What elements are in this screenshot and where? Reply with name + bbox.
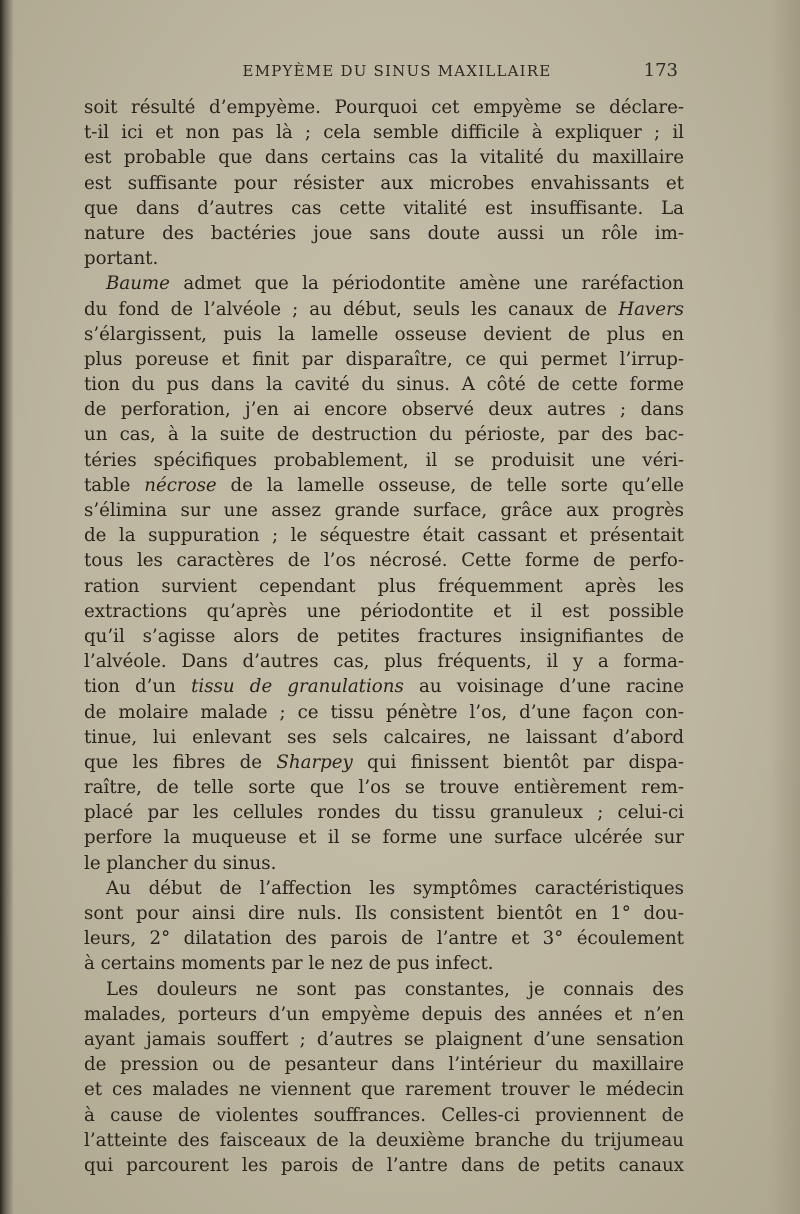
italic-term: Sharpey (276, 751, 353, 773)
text-line: à certains moments par le nez de pus infect. (84, 953, 494, 975)
text-line: soit résulté d’empyème. Pourquoi cet empyème se déclare- (84, 97, 684, 118)
text-line: de molaire malade ; ce tissu pénètre l’os, d’une façon con- (84, 701, 684, 723)
running-title: EMPYÈME DU SINUS MAXILLAIRE (242, 62, 552, 80)
text-line: que les fibres de Sharpey qui finissent bientôt par dispa- (84, 751, 684, 773)
text-line: Baume admet que la périodontite amène une raréfaction (106, 273, 684, 295)
text-line: s’élargissent, puis la lamelle osseuse devient de plus en (84, 323, 684, 345)
text-line: portant. (84, 248, 159, 270)
text-line: Au début de l’affection les symptômes caractéristiques (106, 877, 684, 899)
text-line: table nécrose de la lamelle osseuse, de telle sorte qu’elle (84, 474, 684, 496)
italic-term: Havers (618, 298, 684, 320)
text-line: le plancher du sinus. (84, 852, 277, 874)
text-line: un cas, à la suite de destruction du périoste, par des bac- (84, 424, 684, 446)
italic-term: nécrose (144, 474, 217, 496)
text-line: nature des bactéries joue sans doute aussi un rôle im- (84, 222, 684, 244)
text-line: tous les caractères de l’os nécrosé. Cette forme de perfo- (84, 550, 684, 572)
text-line: l’alvéole. Dans d’autres cas, plus fréquents, il y a forma- (84, 651, 684, 673)
text-line: leurs, 2° dilatation des parois de l’antre et 3° écoulement (84, 928, 684, 950)
page-edge-shadow (770, 0, 800, 1214)
text-line: à cause de violentes souffrances. Celles-ci proviennent de (84, 1104, 684, 1126)
body-text (84, 95, 684, 1178)
text-line: plus poreuse et finit par disparaître, ce qui permet l’irrup- (84, 348, 684, 370)
running-head (86, 60, 682, 88)
text-line: sont pour ainsi dire nuls. Ils consistent bientôt en 1° dou- (84, 903, 684, 924)
text-line: que dans d’autres cas cette vitalité est insuffisante. La (84, 197, 684, 219)
italic-term: tissu de granulations (191, 676, 404, 698)
text-line: Les douleurs ne sont pas constantes, je connais des (106, 978, 684, 1000)
text-line: l’atteinte des faisceaux de la deuxième branche du trijumeau (84, 1129, 684, 1151)
text-line: malades, porteurs d’un empyème depuis des années et n’en (84, 1003, 684, 1025)
text-line: raître, de telle sorte que l’os se trouve entièrement rem- (84, 777, 684, 799)
italic-term: Baume (106, 273, 170, 295)
text-line: placé par les cellules rondes du tissu granuleux ; celui-ci (84, 802, 684, 824)
text-line: perfore la muqueuse et il se forme une surface ulcérée sur (84, 827, 684, 849)
text-line: qui parcourent les parois de l’antre dans de petits canaux (84, 1154, 684, 1176)
text-line: ration survient cependant plus fréquemment après les (84, 575, 684, 597)
text-line: du fond de l’alvéole ; au début, seuls les canaux de Havers (84, 298, 684, 320)
text-line: est probable que dans certains cas la vitalité du maxillaire (84, 147, 684, 169)
binding-edge (0, 0, 14, 1214)
text-line: et ces malades ne viennent que rarement trouver le médecin (84, 1079, 684, 1101)
text-line: tion du pus dans la cavité du sinus. A côté de cette forme (84, 374, 684, 396)
text-line: de perforation, j’en ai encore observé deux autres ; dans (84, 399, 684, 421)
text-line: est suffisante pour résister aux microbes envahissants et (84, 172, 684, 194)
text-line: qu’il s’agisse alors de petites fractures insignifiantes de (84, 625, 684, 647)
text-line: t-il ici et non pas là ; cela semble difficile à expliquer ; il (84, 122, 684, 144)
page-number: 173 (643, 60, 678, 81)
text-line: ayant jamais souffert ; d’autres se plaignent d’une sensation (84, 1028, 684, 1050)
text-line: tion d’un tissu de granulations au voisinage d’une racine (84, 676, 684, 698)
text-line: téries spécifiques probablement, il se produisit une véri- (84, 449, 684, 471)
text-line: de la suppuration ; le séquestre était cassant et présentait (84, 525, 684, 547)
text-line: s’élimina sur une assez grande surface, grâce aux progrès (84, 500, 684, 521)
text-line: extractions qu’après une périodontite et il est possible (84, 600, 684, 622)
text-line: tinue, lui enlevant ses sels calcaires, ne laissant d’abord (84, 726, 684, 748)
text-line: de pression ou de pesanteur dans l’intérieur du maxillaire (84, 1054, 684, 1076)
